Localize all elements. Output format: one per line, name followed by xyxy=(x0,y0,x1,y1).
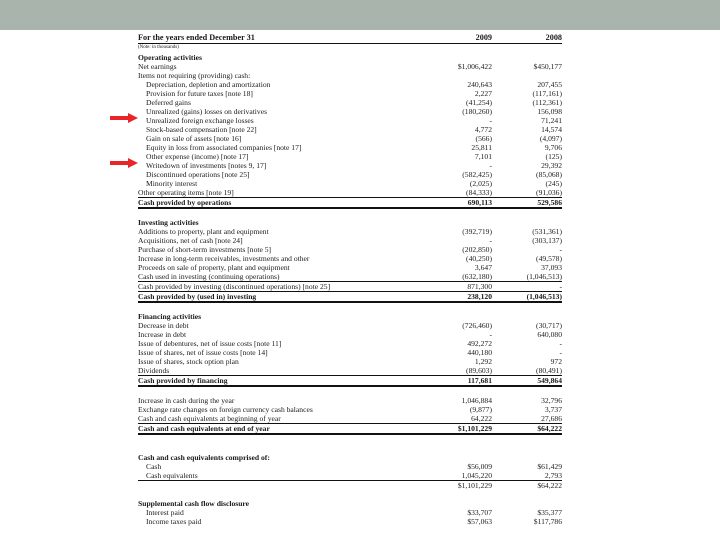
value-2009: 492,272 xyxy=(467,339,492,348)
value-2008: (4,097) xyxy=(539,134,562,143)
value-2009 xyxy=(432,218,492,227)
value-2009: 7,101 xyxy=(474,152,492,161)
value-2008: $64,222 xyxy=(537,424,562,433)
spacer xyxy=(138,444,562,453)
value-2009: $33,707 xyxy=(467,508,492,517)
line-item xyxy=(138,348,562,357)
row-label: Increase in debt xyxy=(138,330,187,339)
value-2008 xyxy=(512,218,562,227)
line-item xyxy=(138,125,562,134)
total-row xyxy=(138,198,562,209)
value-2008: 27,686 xyxy=(541,414,562,423)
row-label: Income taxes paid xyxy=(146,517,202,526)
line-item xyxy=(138,405,562,414)
line-item xyxy=(138,330,562,339)
value-2009: $1,006,422 xyxy=(457,62,492,71)
value-2008: (80,491) xyxy=(536,366,562,375)
line-item xyxy=(138,414,562,424)
line-item xyxy=(138,366,562,376)
line-item xyxy=(138,143,562,152)
value-2008: $117,786 xyxy=(533,517,562,526)
row-label: Gain on sale of assets [note 16] xyxy=(146,134,242,143)
value-2009: 4,772 xyxy=(474,125,492,134)
value-2009: (9,877) xyxy=(469,405,492,414)
header-year-2009: 2009 xyxy=(475,33,492,42)
line-item xyxy=(138,517,562,526)
value-2008: (303,137) xyxy=(532,236,562,245)
value-2008: - xyxy=(559,348,562,357)
line-item xyxy=(138,462,562,471)
spacer xyxy=(138,435,562,444)
value-2008: 3,737 xyxy=(544,405,562,414)
value-2008: (245) xyxy=(545,179,562,188)
spacer xyxy=(138,303,562,312)
value-2008: (85,068) xyxy=(536,170,562,179)
value-2009: (40,250) xyxy=(466,254,492,263)
row-label: Unrealized (gains) losses on derivatives xyxy=(146,107,268,116)
value-2009 xyxy=(432,453,492,462)
line-item xyxy=(138,188,562,198)
row-label: Issue of shares, stock option plan xyxy=(138,357,239,366)
value-2009: 2,227 xyxy=(474,89,492,98)
value-2008: 71,241 xyxy=(541,116,562,125)
section-heading xyxy=(138,218,562,227)
value-2008: 37,093 xyxy=(541,263,562,272)
line-item xyxy=(138,396,562,405)
value-2008: (30,717) xyxy=(536,321,562,330)
value-2009: (84,333) xyxy=(466,188,492,197)
spacer xyxy=(138,490,562,499)
value-2008: 207,455 xyxy=(537,80,562,89)
value-2009: 117,681 xyxy=(467,376,492,385)
value-2009 xyxy=(432,71,492,80)
row-label: Issue of debentures, net of issue costs [note 11] xyxy=(138,339,282,348)
value-2008 xyxy=(512,312,562,321)
total-row xyxy=(138,292,562,303)
section-heading xyxy=(138,499,562,508)
line-item xyxy=(138,107,562,116)
line-item xyxy=(138,161,562,170)
line-item xyxy=(138,357,562,366)
line-item xyxy=(138,179,562,188)
value-2009: 871,300 xyxy=(467,282,492,291)
line-item xyxy=(138,272,562,282)
line-item xyxy=(138,71,562,80)
row-label: Cash equivalents xyxy=(146,471,198,480)
total-row xyxy=(138,424,562,435)
value-2009: $56,009 xyxy=(467,462,492,471)
value-2008: (125) xyxy=(545,152,562,161)
value-2009: 1,046,884 xyxy=(461,396,492,405)
row-label: Cash used in investing (continuing operations) xyxy=(138,272,280,281)
arrow-shape xyxy=(110,158,138,168)
row-label: Cash and cash equivalents at end of year xyxy=(138,424,270,433)
line-item xyxy=(138,339,562,348)
statement-rows xyxy=(138,53,562,526)
value-2009: 1,292 xyxy=(474,357,492,366)
value-2009 xyxy=(432,499,492,508)
row-label: Equity in loss from associated companies [note 17] xyxy=(146,143,302,152)
row-label: Increase in cash during the year xyxy=(138,396,235,405)
value-2008: 32,796 xyxy=(541,396,562,405)
value-2008 xyxy=(512,499,562,508)
row-label: Purchase of short-term investments [note 5] xyxy=(138,245,272,254)
value-2008: - xyxy=(559,282,562,291)
value-2008: 29,392 xyxy=(541,161,562,170)
value-2008: 972 xyxy=(550,357,562,366)
row-label: Other expense (income) [note 17] xyxy=(146,152,249,161)
value-2009: (392,719) xyxy=(462,227,492,236)
row-label: Dividends xyxy=(138,366,170,375)
row-label: Minority interest xyxy=(146,179,198,188)
row-label: Cash and cash equivalents comprised of: xyxy=(138,453,270,462)
value-2009: - xyxy=(489,236,492,245)
value-2009: 64,222 xyxy=(471,414,492,423)
value-2008 xyxy=(512,453,562,462)
value-2009: (582,425) xyxy=(462,170,492,179)
line-item xyxy=(138,152,562,161)
value-2008: $35,377 xyxy=(537,508,562,517)
value-2008: (1,046,513) xyxy=(526,272,562,281)
line-item xyxy=(138,471,562,481)
header-label: For the years ended December 31 xyxy=(138,33,255,42)
line-item xyxy=(138,62,562,71)
line-item xyxy=(138,321,562,330)
row-label: Cash and cash equivalents at beginning of year xyxy=(138,414,281,423)
row-label: Operating activities xyxy=(138,53,202,62)
row-label: Provision for future taxes [note 18] xyxy=(146,89,253,98)
value-2009: - xyxy=(489,330,492,339)
value-2008: $64,222 xyxy=(537,481,562,490)
value-2008: 14,574 xyxy=(541,125,562,134)
line-item xyxy=(138,236,562,245)
value-2009: (180,260) xyxy=(462,107,492,116)
spacer xyxy=(138,209,562,218)
line-item xyxy=(138,254,562,263)
statement-header xyxy=(138,33,562,44)
value-2008: (91,036) xyxy=(536,188,562,197)
value-2008: 549,864 xyxy=(537,376,562,385)
line-item xyxy=(138,481,562,490)
value-2009: (726,460) xyxy=(462,321,492,330)
line-item xyxy=(138,80,562,89)
units-note: (Note: in thousands) xyxy=(138,45,179,50)
value-2008: 640,080 xyxy=(537,330,562,339)
arrow-shape xyxy=(110,113,138,123)
row-label: Cash xyxy=(146,462,162,471)
section-heading xyxy=(138,53,562,62)
value-2008: (1,046,513) xyxy=(526,292,562,301)
value-2008: (49,578) xyxy=(536,254,562,263)
row-label: Exchange rate changes on foreign currency cash balances xyxy=(138,405,313,414)
row-label: Cash provided by operations xyxy=(138,198,232,207)
value-2008: 9,706 xyxy=(544,143,562,152)
row-label: Supplemental cash flow disclosure xyxy=(138,499,250,508)
value-2009: 240,643 xyxy=(467,80,492,89)
value-2009: - xyxy=(489,161,492,170)
row-label: Additions to property, plant and equipment xyxy=(138,227,269,236)
row-label: Writedown of investments [notes 9, 17] xyxy=(146,161,267,170)
row-label: Cash provided by financing xyxy=(138,376,228,385)
value-2009: (89,603) xyxy=(466,366,492,375)
title-bar xyxy=(0,0,720,30)
line-item xyxy=(138,245,562,254)
red-arrow-icon xyxy=(110,158,138,168)
line-item xyxy=(138,227,562,236)
line-item xyxy=(138,89,562,98)
value-2008: $450,177 xyxy=(533,62,562,71)
value-2008 xyxy=(512,53,562,62)
value-2009: (202,850) xyxy=(462,245,492,254)
line-item xyxy=(138,134,562,143)
row-label: Interest paid xyxy=(146,508,184,517)
value-2008: - xyxy=(559,245,562,254)
value-2009: 690,113 xyxy=(467,198,492,207)
spacer xyxy=(138,387,562,396)
row-label: Acquisitions, net of cash [note 24] xyxy=(138,236,243,245)
total-row xyxy=(138,376,562,387)
value-2009 xyxy=(432,53,492,62)
row-label: Other operating items [note 19] xyxy=(138,188,234,197)
cash-flow-statement xyxy=(138,33,562,526)
value-2008: (112,361) xyxy=(532,98,562,107)
row-label: Net earnings xyxy=(138,62,177,71)
value-2009: $1,101,229 xyxy=(457,481,492,490)
value-2009: - xyxy=(489,116,492,125)
header-year-2008: 2008 xyxy=(545,33,562,42)
value-2009: (41,254) xyxy=(466,98,492,107)
line-item xyxy=(138,508,562,517)
value-2009: (566) xyxy=(475,134,492,143)
value-2009: (2,025) xyxy=(469,179,492,188)
row-label: Investing activities xyxy=(138,218,199,227)
row-label: Items not requiring (providing) cash: xyxy=(138,71,251,80)
value-2009: 440,180 xyxy=(467,348,492,357)
value-2009: 3,647 xyxy=(474,263,492,272)
line-item xyxy=(138,170,562,179)
line-item xyxy=(138,282,562,292)
value-2008 xyxy=(512,71,562,80)
row-label: Stock-based compensation [note 22] xyxy=(146,125,257,134)
value-2008: (531,361) xyxy=(532,227,562,236)
value-2009: 1,045,220 xyxy=(461,471,492,480)
value-2008: 2,793 xyxy=(544,471,562,480)
section-heading xyxy=(138,453,562,462)
value-2008: $61,429 xyxy=(537,462,562,471)
row-label: Increase in long-term receivables, investments and other xyxy=(138,254,310,263)
row-label: Unrealized foreign exchange losses xyxy=(146,116,254,125)
value-2009: $1,101,229 xyxy=(457,424,492,433)
row-label: Deferred gains xyxy=(146,98,191,107)
line-item xyxy=(138,116,562,125)
row-label: Issue of shares, net of issue costs [note 14] xyxy=(138,348,268,357)
section-heading xyxy=(138,312,562,321)
value-2008: - xyxy=(559,339,562,348)
value-2008: 156,098 xyxy=(537,107,562,116)
value-2009: (632,180) xyxy=(462,272,492,281)
line-item xyxy=(138,98,562,107)
row-label: Depreciation, depletion and amortization xyxy=(146,80,271,89)
value-2009: 25,811 xyxy=(471,143,492,152)
value-2008: 529,586 xyxy=(537,198,562,207)
value-2009 xyxy=(432,312,492,321)
red-arrow-icon xyxy=(110,113,138,123)
row-label: Discontinued operations [note 25] xyxy=(146,170,250,179)
row-label: Decrease in debt xyxy=(138,321,189,330)
row-label: Cash provided by investing (discontinued operations) [note 25] xyxy=(138,282,331,291)
row-label: Cash provided by (used in) investing xyxy=(138,292,257,301)
value-2009: 238,120 xyxy=(467,292,492,301)
row-label xyxy=(138,481,432,490)
value-2008: (117,161) xyxy=(532,89,562,98)
value-2009: $57,063 xyxy=(467,517,492,526)
line-item xyxy=(138,263,562,272)
row-label: Financing activities xyxy=(138,312,202,321)
row-label: Proceeds on sale of property, plant and equipment xyxy=(138,263,290,272)
